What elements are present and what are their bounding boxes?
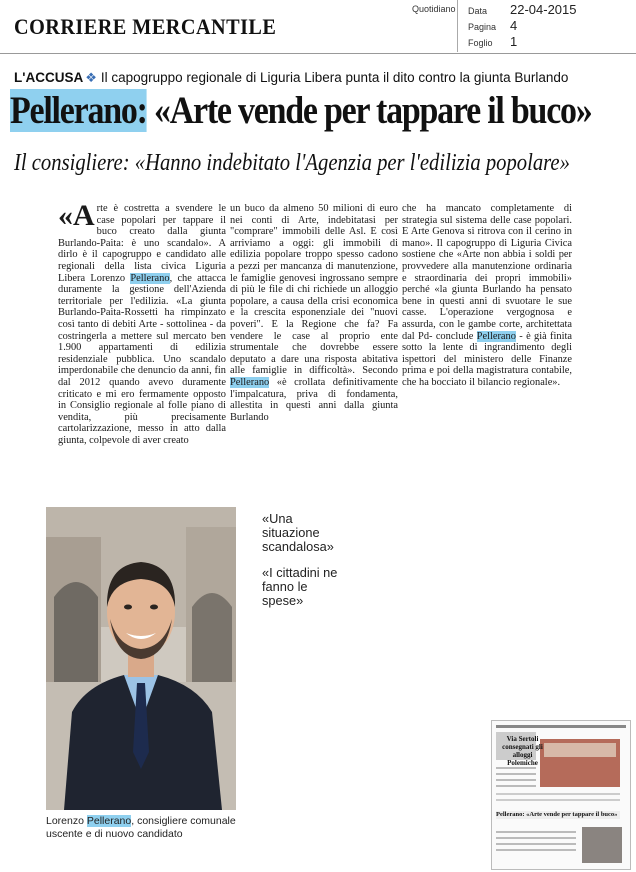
article-column-2: un buco da almeno 50 milioni di euro nei conti di Arte, indebitatasi per "comprare" immobili delle Asl. E così arriviamo a oggi: gli immobili di edilizia popolare troppo spesso cadono a pezzi per mancanza di manutenzione, le famiglie genovesi ingrossano sempre di più le file di chi richiede un alloggio popolare, a causa della crisi economica e la crescita esponenziale dei "nuovi poveri". E la Regione che fa? Fa vendere le case al proprio ente strumentale che dovrebbe essere deputato a dare una risposta abitativa alle famiglie in difficoltà». Secondo Pellerano «è crollata definitivamente l'impalcatura, priva di fondamenta, allestita in questi anni dalla giunta Burlando <box>230 203 398 423</box>
article-column-3: che ha mancato completamente di strategia sul sistema delle case popolari. E Arte Genova si ritrova con il cerino in mano». Il capogruppo di Liguria Civica sostiene che «Arte non abbia i soldi per provvedere alla manutenzione ordinaria e straordinaria dei propri immobili» perché «la giunta Burlando ha pensato bene in questi anni di svuotare le sue casse. L'operazione vergognosa e assurda, con le gambe corte, architettata dal Pd- conclude Pellerano - è già finita sotto la lente di ingrandimento degli ispettori del ministero delle Finanze prima e poi della magistratura contabile, che ha bocciato il bilancio regionale». <box>402 203 572 388</box>
page-value: 4 <box>510 18 518 33</box>
pull-quote-1: «Una situazione scandalosa» <box>262 511 334 554</box>
sheet-label: Foglio <box>468 38 493 48</box>
page-thumbnail <box>491 720 631 870</box>
thumbnail-headline-2: Pellerano: «Arte vende per tappare il buco» <box>496 811 618 818</box>
drop-cap: «A <box>58 199 95 232</box>
photo-caption: Lorenzo Pellerano, consigliere comunale uscente e di nuovo candidato <box>46 815 236 840</box>
highlighted-name: Pellerano <box>86 815 132 827</box>
portrait-photo <box>46 507 236 810</box>
page-label: Pagina <box>468 22 497 32</box>
sheet-value: 1 <box>510 34 518 49</box>
diamond-icon: ❖ <box>85 70 97 85</box>
headline <box>10 88 592 133</box>
highlighted-name: Pellerano <box>130 272 170 284</box>
kicker <box>14 70 568 86</box>
meta-divider <box>457 0 458 52</box>
headline-quote: «Arte vende per tappare il buco» <box>153 89 592 132</box>
header-rule <box>0 53 636 54</box>
date-label: Data <box>468 6 488 16</box>
article-column-1: «A rte è costretta a svendere le case popolari per tappare il buco creato dalla giunta Burlando-Paita: è uno scandalo». A dirlo è il capogruppo e candidato alle regionali della lista civica Liguria Libera Lorenzo Pellerano, che attacca duramente la gestione dell'Azienda territoriale per l'edilizia. «La giunta Burlando-Paita-Rossetti ha rimpinzato così tanto di debiti Arte - sottolinea - da costringerla a mettere sul mercato ben 1.900 appartamenti di edilizia residenziale pubblica. Uno scandalo imperdonabile che denuncio da anni, fin dal 2012 quando avevo duramente criticato e mi ero fermamente opposto in Consiglio regionale al folle piano di vendita, più precisamente cartolarizzazione, messo in atto dalla giunta, colpevole di aver creato <box>58 199 226 446</box>
subheadline: Il consigliere: «Hanno indebitato l'Agenzia per l'edilizia popolare» <box>14 150 570 176</box>
highlighted-name: Pellerano <box>230 376 270 388</box>
kicker-text: Il capogruppo regionale di Liguria Libera punta il dito contro la giunta Burlando <box>100 70 569 85</box>
headline-name: Pellerano: <box>10 89 147 132</box>
pull-quote-2: «I cittadini ne fanno le spese» <box>262 565 338 608</box>
publication-type: Quotidiano <box>412 4 456 14</box>
thumbnail-headline-1: Via Sertoli consegnati gli alloggi Polemiche <box>502 735 543 767</box>
highlighted-name: Pellerano <box>476 330 516 342</box>
kicker-label: L'ACCUSA <box>14 70 84 85</box>
date-value: 22-04-2015 <box>510 2 577 17</box>
newspaper-masthead: CORRIERE MERCANTILE <box>14 14 277 39</box>
